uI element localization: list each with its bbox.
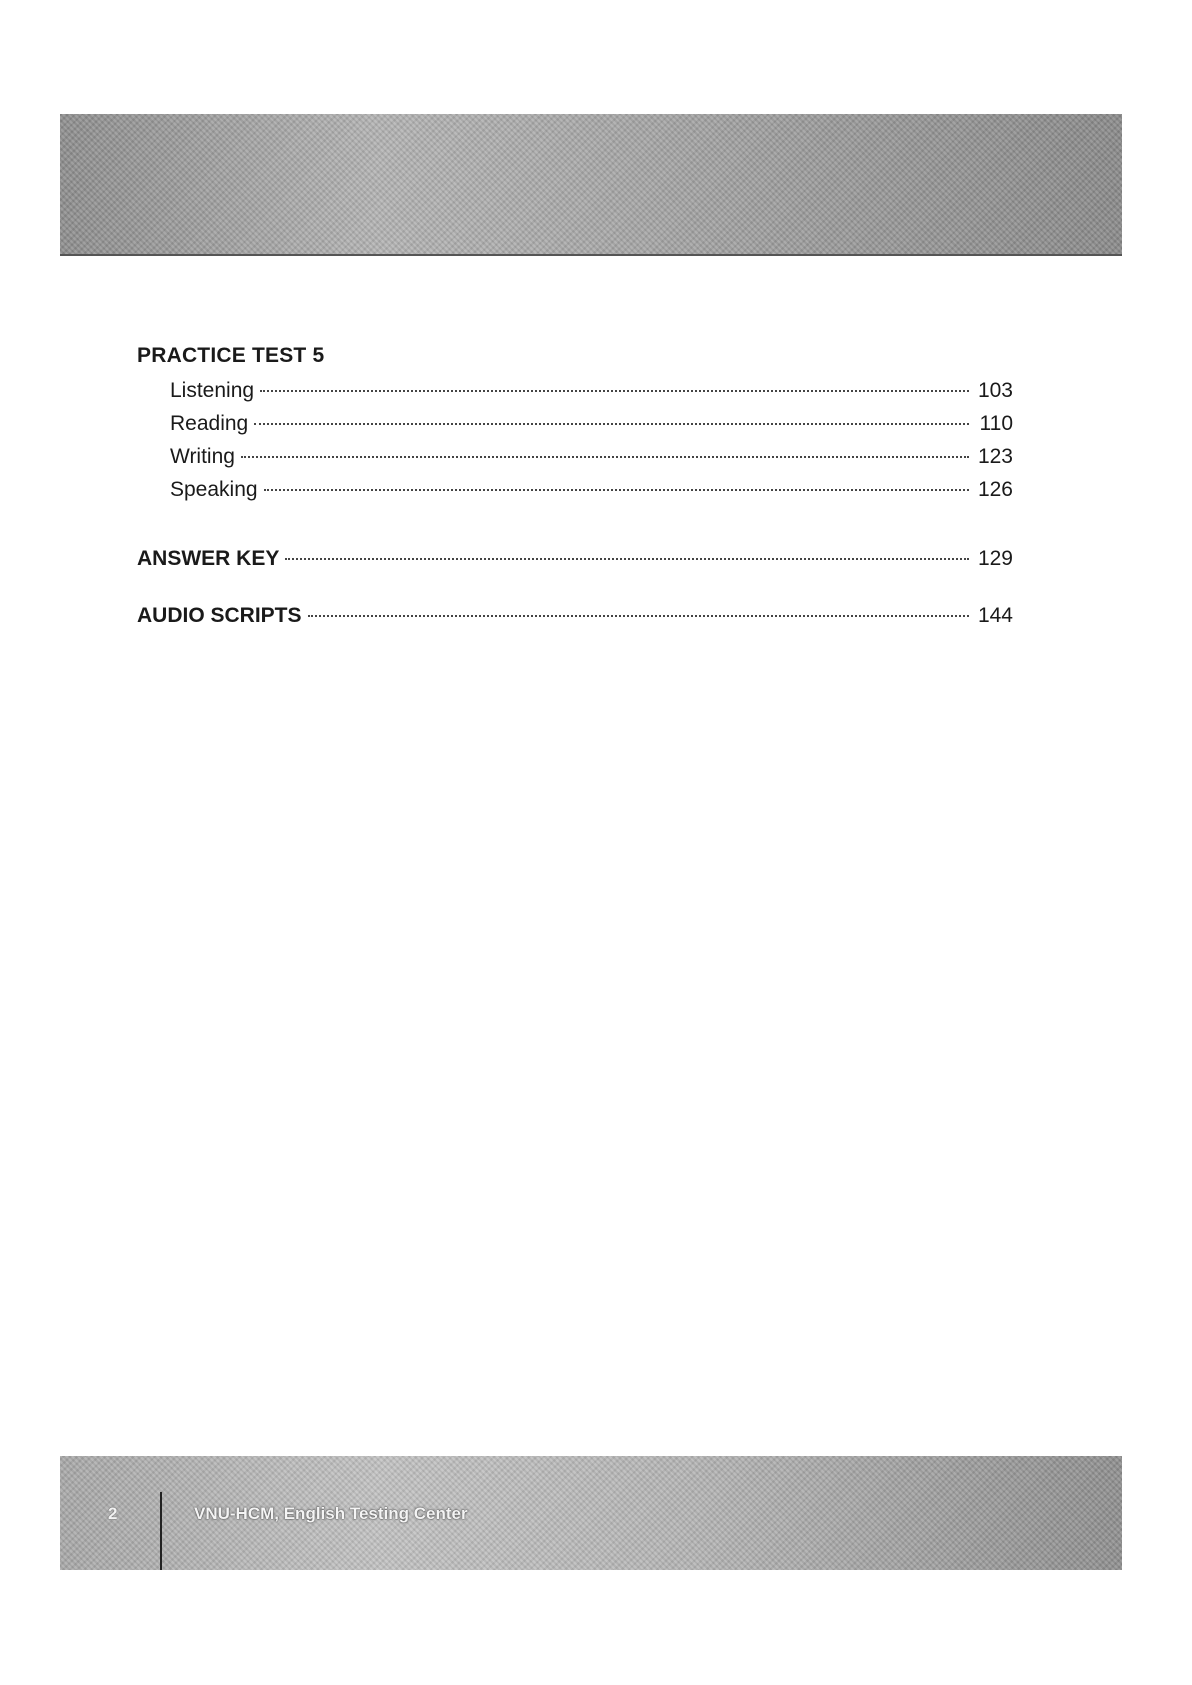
- toc-entry-writing[interactable]: [137, 440, 1013, 473]
- footer-publisher: VNU-HCM, English Testing Center: [194, 1504, 468, 1523]
- dot-leader: [254, 423, 969, 425]
- dot-leader: [264, 489, 969, 491]
- section-title: PRACTICE TEST 5: [137, 344, 325, 367]
- table-of-contents: [137, 338, 1013, 632]
- toc-entry-audio-scripts[interactable]: [137, 599, 1013, 632]
- toc-entry-page: 129: [977, 547, 1013, 570]
- toc-entry-listening[interactable]: [137, 374, 1013, 407]
- toc-entry-speaking[interactable]: [137, 473, 1013, 506]
- toc-entry-answer-key[interactable]: [137, 542, 1013, 575]
- dot-leader: [308, 615, 969, 617]
- footer-page-number: 2: [108, 1504, 118, 1523]
- toc-entry-label: ANSWER KEY: [137, 547, 280, 570]
- toc-entry-label: Reading: [170, 412, 249, 435]
- footer-divider: [160, 1492, 162, 1570]
- header-banner: [60, 114, 1122, 256]
- dot-leader: [285, 558, 969, 560]
- toc-entry-reading[interactable]: [137, 407, 1013, 440]
- toc-entry-page: 110: [979, 412, 1013, 435]
- toc-entry-label: Speaking: [170, 478, 258, 501]
- toc-entry-page: 144: [977, 604, 1013, 627]
- toc-entry-label: AUDIO SCRIPTS: [137, 604, 302, 627]
- toc-entry-page: 103: [977, 379, 1013, 402]
- toc-entry-label: Writing: [170, 445, 235, 468]
- toc-entry-page: 126: [977, 478, 1013, 501]
- toc-entry-label: Listening: [170, 379, 255, 402]
- footer-banner: [60, 1456, 1122, 1570]
- dot-leader: [241, 456, 969, 458]
- dot-leader: [260, 390, 969, 392]
- toc-entry-page: 123: [977, 445, 1013, 468]
